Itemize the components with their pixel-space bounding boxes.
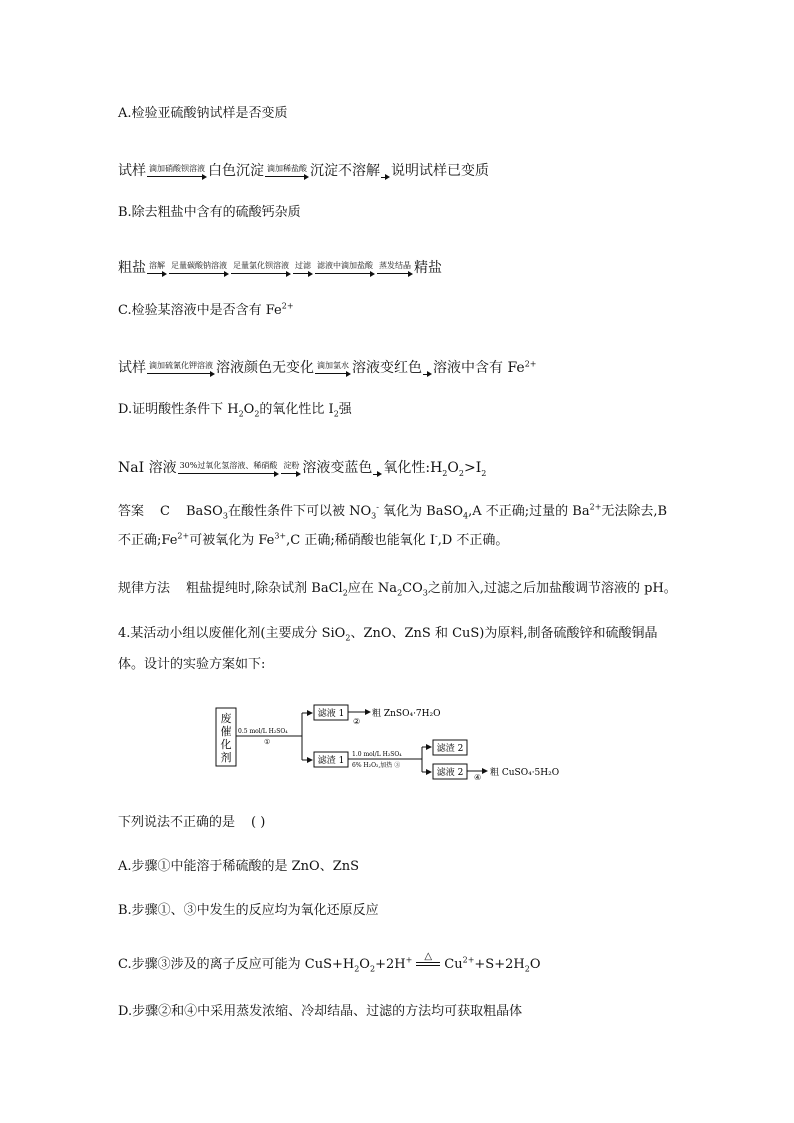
- product2-label: 粗 CuSO₄·5H₂O: [490, 768, 560, 778]
- step1-label: ①: [264, 738, 271, 746]
- option-d-label: [118, 400, 352, 420]
- t: ,D 不正确。: [437, 533, 509, 548]
- flow-arrow: [178, 461, 280, 477]
- residue2-label: 滤渣 2: [436, 744, 464, 754]
- sub: 2: [333, 409, 339, 419]
- t: O: [243, 402, 255, 417]
- flow-arrow: [293, 261, 313, 277]
- sup: 2+: [524, 359, 537, 369]
- arrow-icon: [381, 174, 390, 180]
- t: +S+2H: [474, 957, 525, 972]
- flow-arrow: [231, 261, 291, 277]
- flow-node: [433, 359, 536, 377]
- t: O: [447, 460, 459, 476]
- t: 粗盐提纯时,除杂试剂 BaCl: [186, 581, 343, 596]
- t: 的氧化性比 I: [259, 402, 334, 417]
- flow-arrow: [169, 261, 229, 277]
- choice-b[interactable]: B.步骤①、③中发生的反应均为氧化还原反应: [118, 903, 379, 918]
- q4-stem: [118, 618, 678, 680]
- sub: 2: [397, 588, 403, 598]
- reagent3a-label: 1.0 mol/L H₂SO₄: [352, 751, 402, 758]
- residue1-label: 滤渣 1: [317, 756, 345, 766]
- flow-arrow-label: 足量碳酸钠溶液: [171, 261, 227, 270]
- option-a-label: A.检验亚硫酸钠试样是否变质: [118, 106, 288, 121]
- sup: -: [376, 502, 379, 512]
- t: >I: [463, 460, 482, 476]
- rule-paragraph: [118, 574, 678, 603]
- flow-node: 试样: [118, 360, 146, 376]
- flow-arrow-label: 溶解: [149, 261, 165, 270]
- option-a-flow: [118, 146, 489, 180]
- flow-node: 溶液变红色: [352, 360, 422, 376]
- flow-node: 说明试样已变质: [391, 163, 489, 179]
- sub: 4: [463, 511, 469, 521]
- t: O: [529, 957, 541, 972]
- flow-node: 沉淀不溶解: [310, 163, 380, 179]
- start-char: 化: [220, 738, 232, 751]
- sup: 3+: [274, 531, 287, 541]
- flow-arrow: [315, 361, 351, 377]
- filtrate1-label: 滤液 1: [317, 709, 345, 719]
- t: 强: [338, 402, 352, 417]
- answer-prefix: 答案: [118, 504, 145, 519]
- start-char: 剂: [220, 751, 232, 764]
- sup: 2+: [589, 502, 602, 512]
- question-text: 下列说法不正确的是: [118, 815, 236, 830]
- heat-symbol: △: [424, 950, 433, 962]
- sub: 2: [342, 588, 348, 598]
- flow-arrow-label: 滴加硝酸钡溶液: [149, 164, 205, 173]
- choice-c[interactable]: [118, 950, 541, 975]
- sub: 2: [238, 409, 244, 419]
- start-char: 废: [220, 712, 232, 725]
- t: C.步骤③涉及的离子反应可能为 CuS+H: [118, 957, 355, 972]
- flow-arrow-label: 蒸发结晶: [379, 261, 411, 270]
- reagent3b-label: 6% H₂O₂,加热 ③: [352, 762, 401, 769]
- answer-choice: C: [160, 504, 170, 519]
- t: 无法除去,B 不正确;Fe: [118, 504, 668, 548]
- sub: 2: [354, 964, 360, 974]
- sub: 2: [481, 468, 487, 478]
- t: 应在 Na: [347, 581, 398, 596]
- t: CO: [402, 581, 423, 596]
- flow-node: 溶液变蓝色: [302, 460, 373, 476]
- sup: 2+: [281, 301, 294, 311]
- flow-arrow: [265, 164, 309, 180]
- flow-node: 试样: [118, 163, 146, 179]
- t: 氧化性:H: [383, 460, 443, 476]
- flow-arrow-label: 滴加稀盐酸: [267, 164, 307, 173]
- flow-arrow-label: 滴加硫氰化钾溶液: [149, 361, 213, 370]
- option-b-flow: [118, 243, 442, 277]
- reagent1-label: 0.5 mol/L H₂SO₄: [238, 728, 288, 735]
- sub: 2: [524, 964, 530, 974]
- flow-arrow-label: 滴加氯水: [317, 361, 349, 370]
- question-line: [118, 813, 265, 833]
- flow-arrow-label: 足量氯化钡溶液: [233, 261, 289, 270]
- flow-node: NaI 溶液: [118, 460, 177, 476]
- flow-arrow: [147, 361, 215, 377]
- arrow-icon: [423, 371, 432, 377]
- option-d-flow: [118, 443, 486, 477]
- option-b-label: B.除去粗盐中含有的硫酸钙杂质: [118, 205, 301, 220]
- t: 4.某活动小组以废催化剂(主要成分 SiO: [118, 626, 346, 641]
- t: Cu: [444, 957, 463, 972]
- t: BaSO: [185, 504, 223, 519]
- sub: 2: [345, 633, 351, 643]
- flow-arrow: [281, 461, 301, 477]
- flow-node: [383, 459, 486, 477]
- sub: 2: [458, 468, 464, 478]
- label-text: C.检验某溶液中是否含有 Fe: [118, 303, 282, 318]
- choice-a[interactable]: A.步骤①中能溶于稀硫酸的是 ZnO、ZnS: [118, 859, 360, 874]
- answer-paragraph: [118, 497, 678, 555]
- flow-arrow: [147, 164, 207, 180]
- sup: 2+: [462, 955, 475, 965]
- heating-arrow-icon: [416, 952, 440, 966]
- sub: 2: [442, 468, 448, 478]
- start-char: 催: [220, 725, 232, 738]
- flow-node: 精盐: [414, 260, 442, 276]
- product1-label: 粗 ZnSO₄·7H₂O: [372, 709, 441, 719]
- t: 、ZnO、ZnS 和 CuS)为原料,制备硫酸锌和硫酸铜晶: [350, 626, 658, 641]
- t: ,A 不正确;过量的 Ba: [468, 504, 590, 519]
- sub: 3: [222, 511, 228, 521]
- flow-arrow: [377, 261, 413, 277]
- flow-node: 白色沉淀: [208, 163, 264, 179]
- option-c-label: [118, 301, 294, 321]
- t: 体。设计的实验方案如下:: [118, 657, 266, 672]
- flow-node-text: 溶液中含有 Fe: [433, 360, 525, 376]
- flow-arrow: [147, 261, 167, 277]
- step4-label: ④: [474, 773, 482, 780]
- t: 在酸性条件下可以被 NO: [227, 504, 372, 519]
- t: 氧化为 BaSO: [378, 504, 464, 519]
- flow-node: 溶液颜色无变化: [216, 360, 314, 376]
- t: +2H: [375, 957, 406, 972]
- t: 之前加入,过滤之后加盐酸调节溶液的 pH。: [427, 581, 677, 596]
- flow-arrow: [315, 261, 375, 277]
- process-diagram: [214, 700, 594, 780]
- step2-label: ②: [353, 717, 361, 726]
- sup: -: [434, 531, 438, 541]
- sup: +: [405, 955, 413, 965]
- flow-node: 粗盐: [118, 260, 146, 276]
- t: ,C 正确;稀硝酸也能氧化 I: [286, 533, 435, 548]
- rule-prefix: 规律方法: [118, 581, 171, 596]
- t: D.证明酸性条件下 H: [118, 402, 239, 417]
- sub: 2: [254, 409, 260, 419]
- sup: 2+: [177, 531, 190, 541]
- flow-arrow-label: 过滤: [295, 261, 311, 270]
- sub: 3: [422, 588, 428, 598]
- answer-paren: ( ): [251, 815, 266, 830]
- arrow-icon: [373, 471, 382, 477]
- option-c-flow: [118, 343, 536, 377]
- t: 可被氧化为 Fe: [189, 533, 275, 548]
- flow-arrow-label: 滤液中滴加盐酸: [317, 261, 373, 270]
- flow-arrow-label: 30%过氧化氢溶液、稀硝酸: [179, 461, 278, 470]
- sub: 3: [371, 511, 377, 521]
- choice-d[interactable]: D.步骤②和④中采用蒸发浓缩、冷却结晶、过滤的方法均可获取粗晶体: [118, 1004, 523, 1019]
- sub: 2: [369, 964, 376, 974]
- t: O: [359, 957, 370, 972]
- filtrate2-label: 滤液 2: [436, 768, 464, 778]
- flow-arrow-label: 淀粉: [283, 461, 300, 470]
